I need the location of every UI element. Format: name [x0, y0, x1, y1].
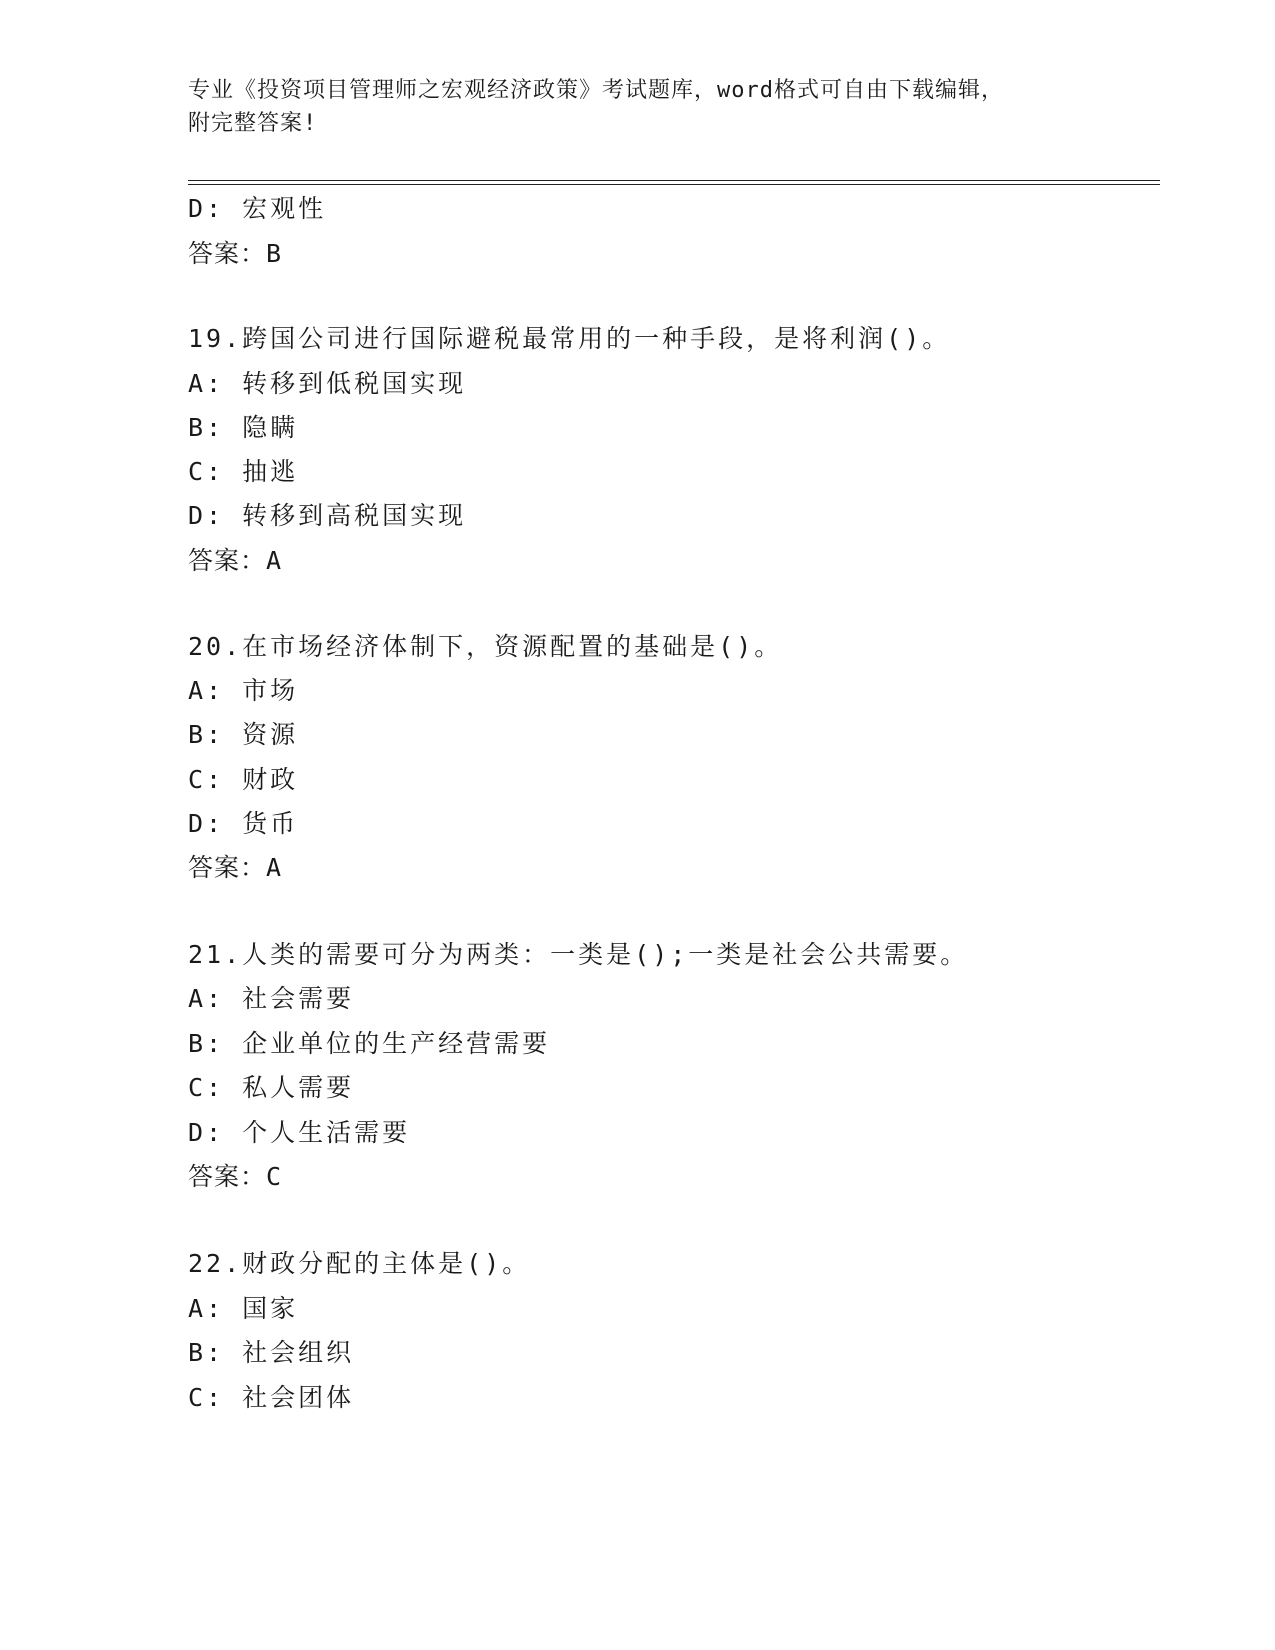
option-line: B: 社会组织 [188, 1338, 355, 1367]
document-header [188, 74, 1088, 140]
answer-value: A [266, 853, 283, 882]
option-line: C: 财政 [188, 765, 299, 794]
header-divider-bottom [188, 184, 1160, 185]
option-line: A: 社会需要 [188, 984, 355, 1013]
header-divider-top [188, 180, 1160, 181]
answer-label: 答案： [188, 853, 267, 882]
answer-line [188, 546, 282, 576]
option-line: B: 隐瞒 [188, 413, 299, 442]
option-line: C: 社会团体 [188, 1383, 355, 1412]
question-text: 20.在市场经济体制下，资源配置的基础是()。 [188, 632, 783, 661]
option-line: B: 资源 [188, 720, 299, 749]
header-line-1: 专业《投资项目管理师之宏观经济政策》考试题库，word格式可自由下载编辑， [188, 78, 1004, 103]
option-line: A: 转移到低税国实现 [188, 369, 467, 398]
option-line: D: 货币 [188, 809, 299, 838]
answer-value: A [266, 546, 283, 575]
answer-value: B [266, 239, 283, 268]
question-text: 22.财政分配的主体是()。 [188, 1249, 531, 1278]
question-text: 19.跨国公司进行国际避税最常用的一种手段，是将利润()。 [188, 324, 951, 353]
option-line: C: 私人需要 [188, 1073, 355, 1102]
option-line: A: 市场 [188, 676, 299, 705]
answer-line [188, 239, 282, 269]
header-line-2: 附完整答案! [188, 111, 318, 136]
answer-line [188, 853, 282, 883]
answer-line [188, 1162, 282, 1192]
option-line: D: 宏观性 [188, 194, 327, 223]
option-line: A: 国家 [188, 1294, 299, 1323]
answer-label: 答案： [188, 546, 267, 575]
option-line: D: 个人生活需要 [188, 1118, 411, 1147]
question-text: 21.人类的需要可分为两类：一类是();一类是社会公共需要。 [188, 940, 969, 969]
option-line: B: 企业单位的生产经营需要 [188, 1029, 551, 1058]
answer-value: C [266, 1162, 283, 1191]
answer-label: 答案： [188, 1162, 267, 1191]
option-line: D: 转移到高税国实现 [188, 501, 467, 530]
option-line: C: 抽逃 [188, 457, 299, 486]
answer-label: 答案： [188, 239, 267, 268]
